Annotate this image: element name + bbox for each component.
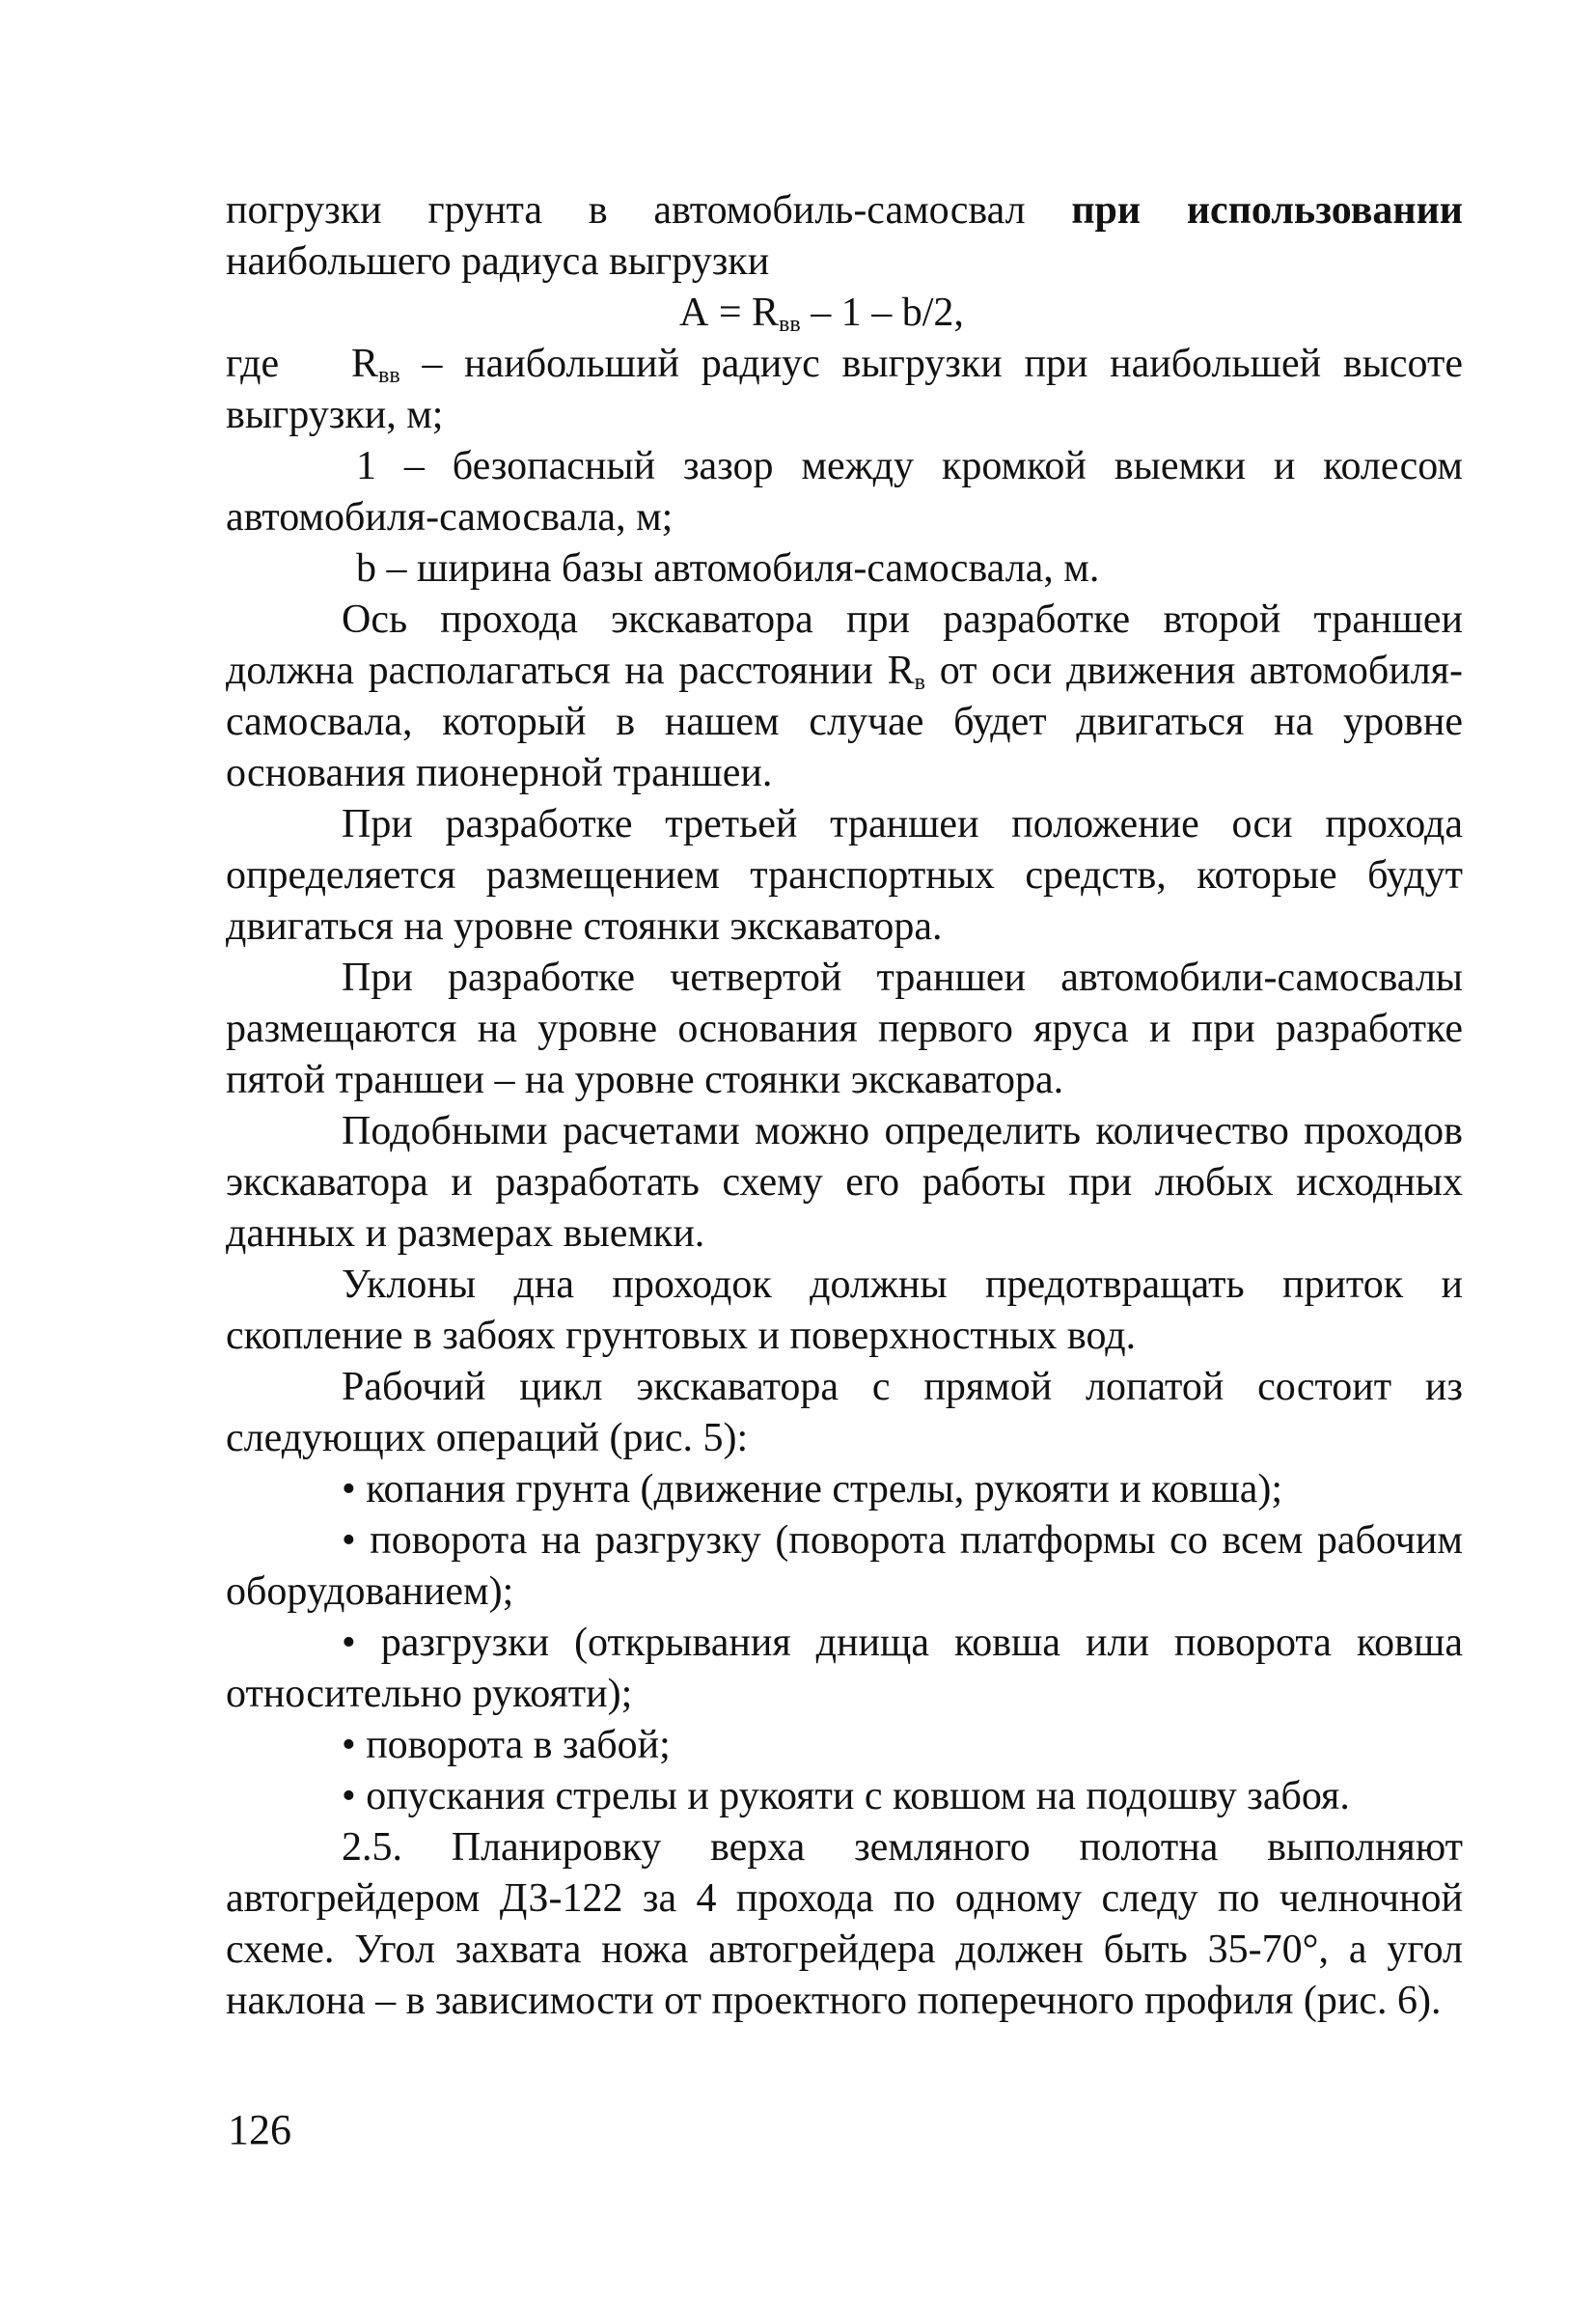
paragraph-grading: 2.5. Планировку верха земляного полотна выполняют автогрейдером ДЗ-122 за 4 прохода по одному следу по челночной схеме. Угол захвата ножа автогрейдера должен быть 35-70°, а угол наклона – в зависимости от проектного поперечного профиля (рис. 6). (226, 1825, 1463, 2023)
bullet-item: • разгрузки (открывания днища ковша или поворота ковша относительно рукояти); (226, 1621, 1463, 1716)
definition-rvv (226, 339, 1463, 441)
bullet-item: • поворота на разгрузку (поворота платформы со всем рабочим оборудованием); (226, 1518, 1463, 1614)
page-body (226, 185, 1463, 2027)
bullet-item: • копания грунта (движение стрелы, рукояти и ковша); (342, 1467, 1283, 1512)
paragraph-slopes: Уклоны дна проходок должны предотвращать приток и скопление в забоях грунтовых и поверхностных вод. (226, 1262, 1463, 1358)
paragraph-fourth-trench: При разработке четвертой траншеи автомобили-самосвалы размещаются на уровне основания первого яруса и при разработке пятой траншеи – на уровне стоянки экскаватора. (226, 956, 1463, 1102)
formula-part: А = R (679, 291, 780, 335)
definition-l: 1 – безопасный зазор между кромкой выемки и колесом автомобиля-самосвала, м; (226, 444, 1463, 540)
text-run: погрузки грунта в автомобиль-самосвал (226, 188, 1072, 233)
text-run: Ось прохода экскаватора при разработке второй траншеи должна располагаться на расстоянии R (226, 597, 1463, 693)
paragraph-intro (226, 185, 1463, 288)
bold-text: при использовании (1071, 188, 1463, 233)
paragraph-second-trench (226, 595, 1463, 799)
text-run: наибольшего радиуса выгрузки (226, 239, 770, 284)
bullet-item: • опускания стрелы и рукояти с ковшом на подошву забоя. (342, 1774, 1350, 1818)
page-number: 126 (228, 2106, 291, 2153)
paragraph-calculations: Подобными расчетами можно определить количество проходов экскаватора и разработать схему его работы при любых исходных данных и размерах выемки. (226, 1109, 1463, 1256)
where-word: где (226, 342, 280, 386)
symbol-subscript: в (914, 670, 925, 695)
definition-text: – наибольший радиус выгрузки при наибольшей высоте выгрузки, м; (226, 342, 1463, 437)
definition-b: b – ширина базы автомобиля-самосвала, м. (356, 546, 1100, 591)
paragraph-third-trench: При разработке третьей траншеи положение оси прохода определяется размещением транспортных средств, которые будут двигаться на уровне стоянки экскаватора. (226, 802, 1463, 949)
formula-subscript: вв (779, 312, 801, 337)
symbol-subscript: вв (378, 363, 400, 388)
formula (226, 288, 1463, 339)
bullet-item: • поворота в забой; (342, 1723, 671, 1767)
symbol: R (351, 342, 379, 386)
formula-part: – 1 – b/2, (800, 291, 964, 335)
text-run: от оси движения автомобиля-самосвала, который в нашем случае будет двигаться на уровне основания пионерной траншеи. (226, 649, 1463, 795)
paragraph-work-cycle: Рабочий цикл экскаватора с прямой лопатой состоит из следующих операций (рис. 5): (226, 1365, 1463, 1460)
